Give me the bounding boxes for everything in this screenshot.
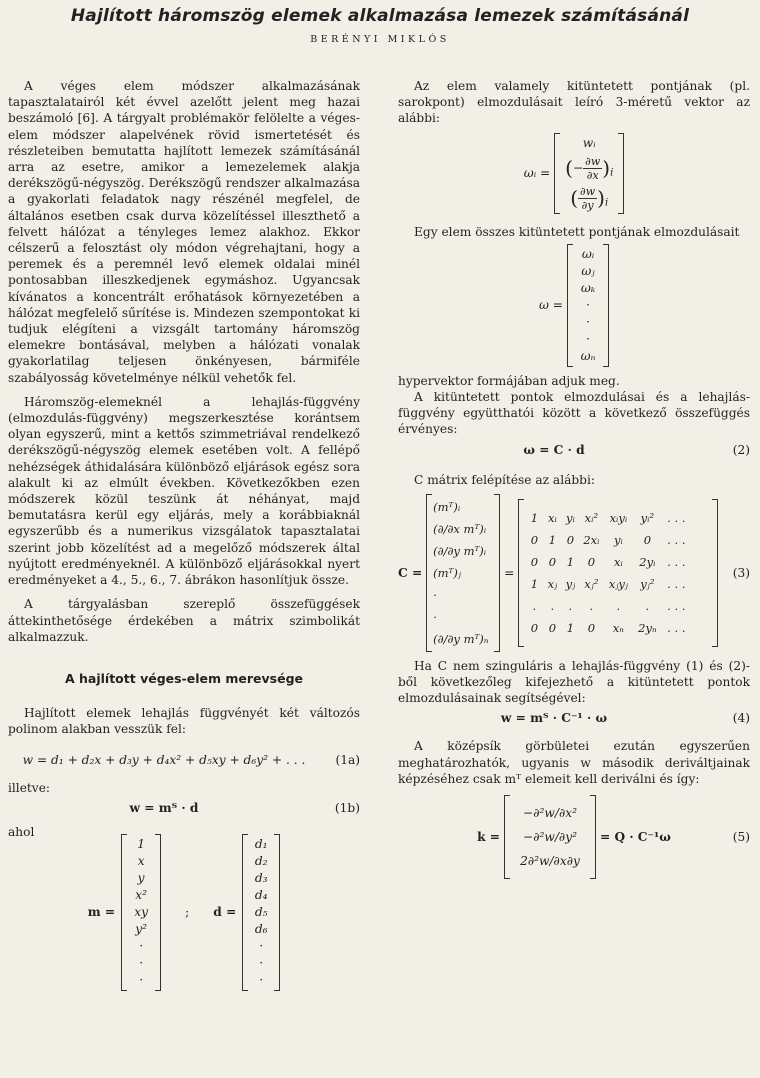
m-entry: 1 <box>137 836 145 851</box>
paragraph: Egy elem összes kitüntetett pontjának elmozdulásait <box>414 224 740 239</box>
m-d-vectors <box>8 834 360 991</box>
omega-entry: ωⱼ <box>581 263 595 278</box>
equation-2-expr: ω = C · d <box>523 442 585 457</box>
wi-entry: wᵢ <box>582 135 596 150</box>
d-entry: d₂ <box>254 853 268 868</box>
equation-1a-expr: w = d₁ + d₂x + d₃y + d₄x² + d₅xy + d₆y² + . . . <box>22 752 306 767</box>
C-right-matrix <box>518 499 718 647</box>
C-left-entry: · <box>433 609 437 624</box>
paragraph: C mátrix felépítése az alábbi: <box>414 472 595 487</box>
d-entry: d₄ <box>254 887 268 902</box>
C-left-entry: (∂/∂y mᵀ)ᵢ <box>433 543 487 558</box>
denominator: ∂y <box>581 198 594 212</box>
paragraph: Hajlított elemek lehajlás függvényét két változós polinom alakban vesszük fel: <box>8 706 360 737</box>
d-label: d = <box>213 905 237 920</box>
paragraph: A középsík görbületei ezután egyszerűen meghatározhatók, ugyanis w második deriváltjainak képzéséhez csak mᵀ elemeit kell deriválni és így: <box>398 739 750 786</box>
C-row: 0 0 1 0 xₙ 2yₙ . . . <box>530 620 686 635</box>
omega-vector <box>567 244 609 367</box>
C-row: 1 xⱼ yⱼ xⱼ² xⱼyⱼ yⱼ² . . . <box>530 576 686 591</box>
m-entry: y² <box>135 921 148 936</box>
d-vector <box>242 834 280 991</box>
d-entry: d₁ <box>254 836 268 851</box>
omega-i-label: ωᵢ = <box>523 166 551 180</box>
right-column <box>398 78 750 879</box>
k-vector <box>504 795 596 879</box>
C-left-vector <box>426 494 500 652</box>
equation-1b-expr: w = mᵀ · d <box>129 800 199 815</box>
equation-2 <box>398 442 750 464</box>
m-entry: xy <box>134 904 148 919</box>
C-left-entry: (∂/∂y mᵀ)ₙ <box>433 631 489 646</box>
C-left-entry: (mᵀ)ᵢ <box>433 499 461 514</box>
numerator: ∂w <box>585 154 601 168</box>
omega-entry: · <box>586 331 590 346</box>
fraction <box>583 155 602 182</box>
m-entry: · <box>139 955 144 970</box>
k-entry: −∂²w/∂x² <box>523 806 577 821</box>
text-illetve: illetve: <box>8 780 51 795</box>
omega-entry: · <box>586 314 590 329</box>
m-entry: x² <box>135 887 147 902</box>
m-entry: y <box>137 870 145 885</box>
equation-4 <box>398 710 750 732</box>
paragraph: A tárgyalásban szereplő összefüggések áttekinthetősége érdekében a mátrix szimbolikát alkalmazzuk. <box>8 597 360 644</box>
omega-entry: · <box>586 297 590 312</box>
d-entry: · <box>259 955 264 970</box>
d-entry: · <box>259 938 264 953</box>
paragraph: A kitüntetett pontok elmozdulásai és a lehajlás-függvény együtthatói között a következő összefüggés érvényes: <box>398 390 750 437</box>
m-vector <box>121 834 161 991</box>
C-row: 1 xᵢ yᵢ xᵢ² xᵢyᵢ yᵢ² . . . <box>530 510 686 525</box>
omega-label: ω = <box>538 298 564 313</box>
C-row: 0 1 0 2xᵢ yᵢ 0 . . . <box>530 532 686 547</box>
k-vector-eq <box>398 795 750 879</box>
equation-1b-number: (1b) <box>334 800 360 815</box>
C-row: . . . . . . . . . <box>532 598 686 613</box>
d-entry: d₆ <box>254 921 268 936</box>
article-title: Hajlított háromszög elemek alkalmazása lemezek számításánál <box>70 6 690 26</box>
omega-entry: ωᵢ <box>581 246 595 261</box>
dwdx-entry: (− $\frac{\partial w}{\partial x}$ )$_i$ <box>565 154 614 182</box>
equation-1a-number: (1a) <box>335 752 360 767</box>
k-entry: 2∂²w/∂x∂y <box>520 854 580 869</box>
k-rhs: = Q · C⁻¹ω <box>600 829 671 844</box>
subscript: i <box>610 167 614 179</box>
C-left-entry: (∂/∂x mᵀ)ᵢ <box>433 521 487 536</box>
equation-4-expr: w = mᵀ · C⁻¹ · ω <box>500 711 608 726</box>
equation-5-number: (5) <box>732 829 750 844</box>
denominator: ∂x <box>586 168 599 182</box>
omega-i-vector-eq <box>398 133 750 214</box>
C-row: 0 0 1 0 xᵢ 2yᵢ . . . <box>530 554 686 569</box>
omega-entry: ωₖ <box>580 280 596 295</box>
fraction <box>578 185 597 212</box>
d-entry: · <box>259 972 264 987</box>
m-entry: · <box>139 972 144 987</box>
omega-vector-eq <box>398 244 750 367</box>
dwdy-entry: ( $\frac{\partial w}{\partial y}$ )$_i$ <box>570 184 609 212</box>
author: BERÉNYI MIKLÓS <box>310 34 450 45</box>
k-label: k = <box>477 829 500 844</box>
omega-i-vector <box>554 133 624 214</box>
k-entry: −∂²w/∂y² <box>522 830 577 845</box>
left-column <box>8 78 360 991</box>
equation-4-number: (4) <box>732 711 750 726</box>
C-label: C = <box>398 565 423 580</box>
m-entry: x <box>137 853 145 868</box>
equation-1a <box>8 752 360 774</box>
paragraph: hypervektor formájában adjuk meg. <box>398 373 620 388</box>
subscript: i <box>604 197 609 209</box>
equation-3-number: (3) <box>732 565 750 580</box>
numerator: ∂w <box>580 184 596 198</box>
equation-2-number: (2) <box>732 442 750 457</box>
semicolon: ; <box>185 905 190 920</box>
d-entry: d₃ <box>254 870 268 885</box>
C-left-entry: (mᵀ)ⱼ <box>433 565 461 580</box>
minus-sign: − <box>572 160 584 175</box>
text-ahol: ahol <box>8 824 35 839</box>
paragraph: Ha C nem szinguláris a lehajlás-függvény (1) és (2)-ből következőleg kifejezhető a kitüntetett pontok elmozdulásainak segítségével: <box>398 658 750 706</box>
paragraph: Háromszög-elemeknél a lehajlás-függvény (elmozdulás-függvény) megszerkesztése korántsem olyan egyszerű, mint a kettős szimmetriával rendelkező derékszögű-négyszög elemek esetében volt. A fellépő nehézségek áthidalására különböző eljárások egész sora alakult ki az elmúlt években. Következőkben ezen módszerek közül teszünk át néhányat, majd bemutatásra kerül egy eljárás, mely a korábbiaknál egyszerűbb és a numerikus vizsgálatok tapasztalatai szerint jobb közelítést ad a megelőző módszerek által nyújtott eredményeknél. A különböző eljárásokkal nyert eredményeket a 4., 5., 6., 7. ábrákon hasonlítjuk össze. <box>8 394 360 588</box>
paragraph: A véges elem módszer alkalmazásának tapasztalatairól két évvel azelőtt jelent meg hazai beszámoló [6]. A tárgyalt problémakör felölelte a véges-elem módszer alapelvének rövid ismertetését és részleteiben bemutatta hajlított lemezek számításánál arra az esetre, amikor a lemezelemek alakja derékszögű-négyszög. Derékszögű rendszer alkalmazása a gyakorlati feladatok nagy részénél megfelel, de általános esetben csak durva közelítéssel illeszthető a felvett hálózat a tényleges lemez alakhoz. Ekkor célszerű a felosztást oly módon végrehajtani, hogy a peremek és a peremnél levő elemek oldalai minél pontosabban illeszkedjenek egymáshoz. Ugyancsak kívánatos a koncentrált erőhatások környezetében a hálózat megfelelő sűrítése is. Mindezen szempontokat ki tudjuk elégíteni a vizsgált tartomány háromszög elemekre bontásával, melyben a hálózati vonalak gyakorlatilag teljesen önkényesen, bármiféle szabályosság követelménye nélkül vehetők fel. <box>8 79 360 385</box>
d-entry: d₅ <box>254 904 268 919</box>
m-label: m = <box>87 905 116 920</box>
C-left-entry: · <box>433 587 437 602</box>
section-heading: A hajlított véges-elem merevsége <box>64 670 303 686</box>
omega-entry: ωₙ <box>580 348 596 363</box>
paragraph: Az elem valamely kitüntetett pontjának (pl. sarokpont) elmozdulásait leíró 3-méretű vektor az alábbi: <box>398 79 750 126</box>
m-entry: · <box>139 938 144 953</box>
equation-1b <box>8 800 360 822</box>
C-matrix-eq: C = (mᵀ)ᵢ (∂/∂x mᵀ)ᵢ (∂/∂y mᵀ)ᵢ (mᵀ)ⱼ · · (∂/∂y mᵀ)ₙ = 1 xᵢ yᵢ xᵢ² xᵢyᵢ yᵢ² . . . 0 1 0 2xᵢ yᵢ 0 . . . 0 0 1 0 xᵢ 2yᵢ . . . 1 xⱼ yⱼ xⱼ² xⱼyⱼ yⱼ² . . . . . . . . . . . . 0 0 1 0 xₙ 2yₙ . . . (3) <box>398 494 750 652</box>
